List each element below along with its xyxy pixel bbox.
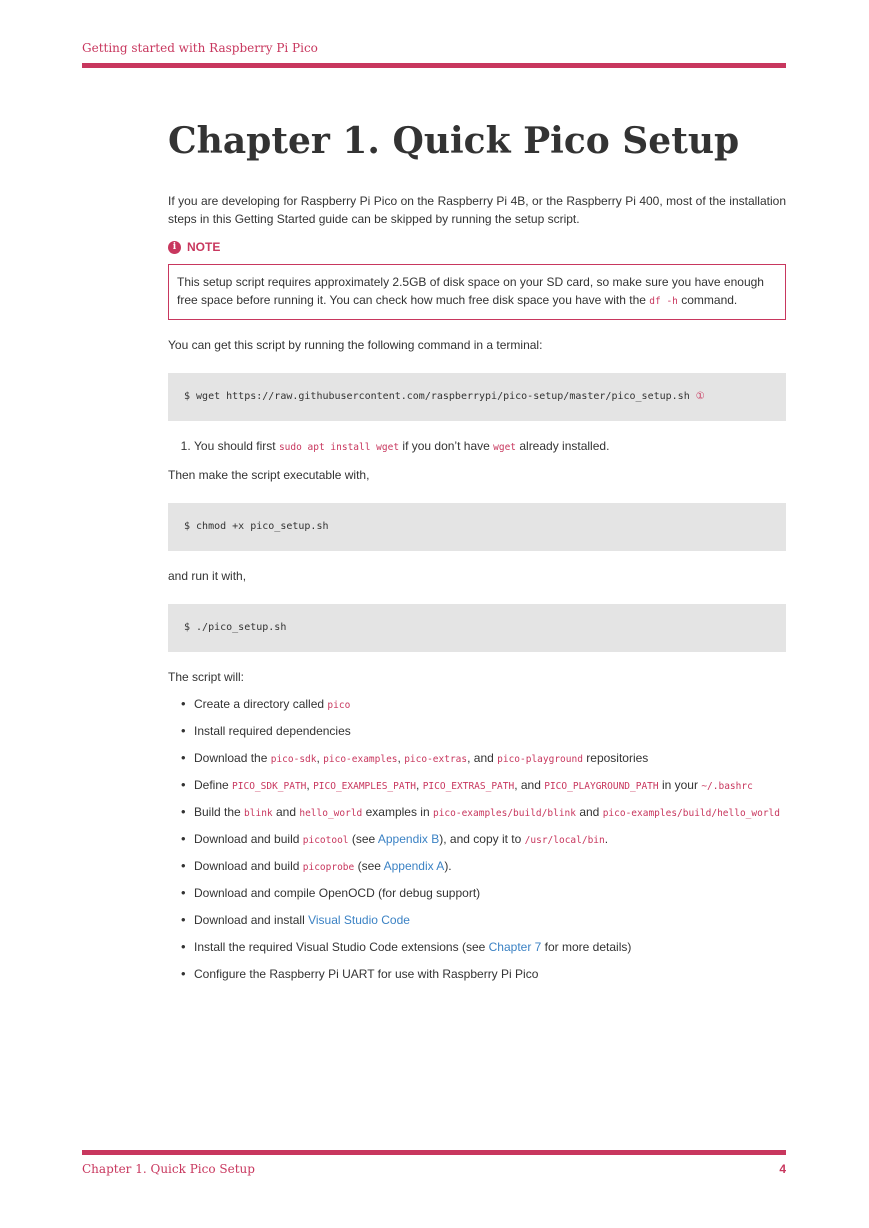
note-text-end: command. [677,293,738,307]
note-heading [168,238,786,256]
list-item: • Create a directory called pico [168,695,786,722]
callout-text: You should first [194,439,279,453]
header-rule [82,63,786,68]
appendix-a-link[interactable]: Appendix A [383,859,445,873]
chapter-7-link[interactable]: Chapter 7 [488,940,542,954]
wget-command[interactable]: $ wget https://raw.githubusercontent.com/raspberrypi/pico-setup/master/pico_setup.sh [184,391,690,402]
vscode-link[interactable]: Visual Studio Code [308,913,410,927]
list-item: • Download the pico-sdk, pico-examples, pico-extras, and pico-playground repositories [168,749,786,776]
list-item: • Define PICO_SDK_PATH, PICO_EXAMPLES_PATH, PICO_EXTRAS_PATH, and PICO_PLAYGROUND_PATH in your ~/.bashrc [168,776,786,803]
callout-item [194,437,786,457]
list-item: • Configure the Raspberry Pi UART for use with Raspberry Pi Pico [168,965,786,992]
callout-code-wget: wget [493,442,517,453]
list-item: • Download and build picoprobe (see Appendix A). [168,857,786,884]
page-number: 4 [779,1162,786,1176]
run-command[interactable]: $ ./pico_setup.sh [184,622,287,633]
get-script-text: You can get this script by running the following command in a terminal: [168,338,543,352]
list-item: • Install the required Visual Studio Code extensions (see Chapter 7 for more details) [168,938,786,965]
callout-text: if you don’t have [399,439,494,453]
run-code-block[interactable] [168,604,786,652]
list-item: • Download and compile OpenOCD (for debug support) [168,884,786,911]
script-actions-list [168,695,786,992]
script-will-text: The script will: [168,670,245,684]
list-item: • Download and install Visual Studio Code [168,911,786,938]
intro-paragraph: If you are developing for Raspberry Pi Pico on the Raspberry Pi 4B, or the Raspberry Pi 400, most of the installation steps in this Getting Started guide can be skipped by running the setup script. [168,194,786,226]
chapter-title: Chapter 1. Quick Pico Setup [168,120,740,162]
footer-rule [82,1150,786,1155]
list-item: • Install required dependencies [168,722,786,749]
chmod-command[interactable]: $ chmod +x pico_setup.sh [184,521,329,532]
appendix-b-link[interactable]: Appendix B [377,832,440,846]
callout-list [168,437,786,457]
callout-marker: ① [695,391,705,402]
make-executable-text: Then make the script executable with, [168,468,370,482]
chmod-code-block[interactable] [168,503,786,551]
page-content [168,118,786,992]
list-item: • Download and build picotool (see Appendix B), and copy it to /usr/local/bin. [168,830,786,857]
info-circle-icon: i [168,241,181,254]
note-box [168,264,786,320]
callout-code-apt: sudo apt install wget [278,442,400,453]
wget-code-block[interactable] [168,373,786,421]
note-code: df -h [649,296,678,307]
list-item: • Build the blink and hello_world examples in pico-examples/build/blink and pico-examples/build/hello_world [168,803,786,830]
note-label: NOTE [187,240,221,254]
running-footer: Chapter 1. Quick Pico Setup [82,1162,255,1176]
run-it-text: and run it with, [168,569,247,583]
running-header: Getting started with Raspberry Pi Pico [82,41,318,55]
callout-text: already installed. [516,439,610,453]
note-text: This setup script requires approximately 2.5GB of disk space on your SD card, so make sure you have enough free space before running it. You can check how much free disk space you have with the [177,275,764,307]
